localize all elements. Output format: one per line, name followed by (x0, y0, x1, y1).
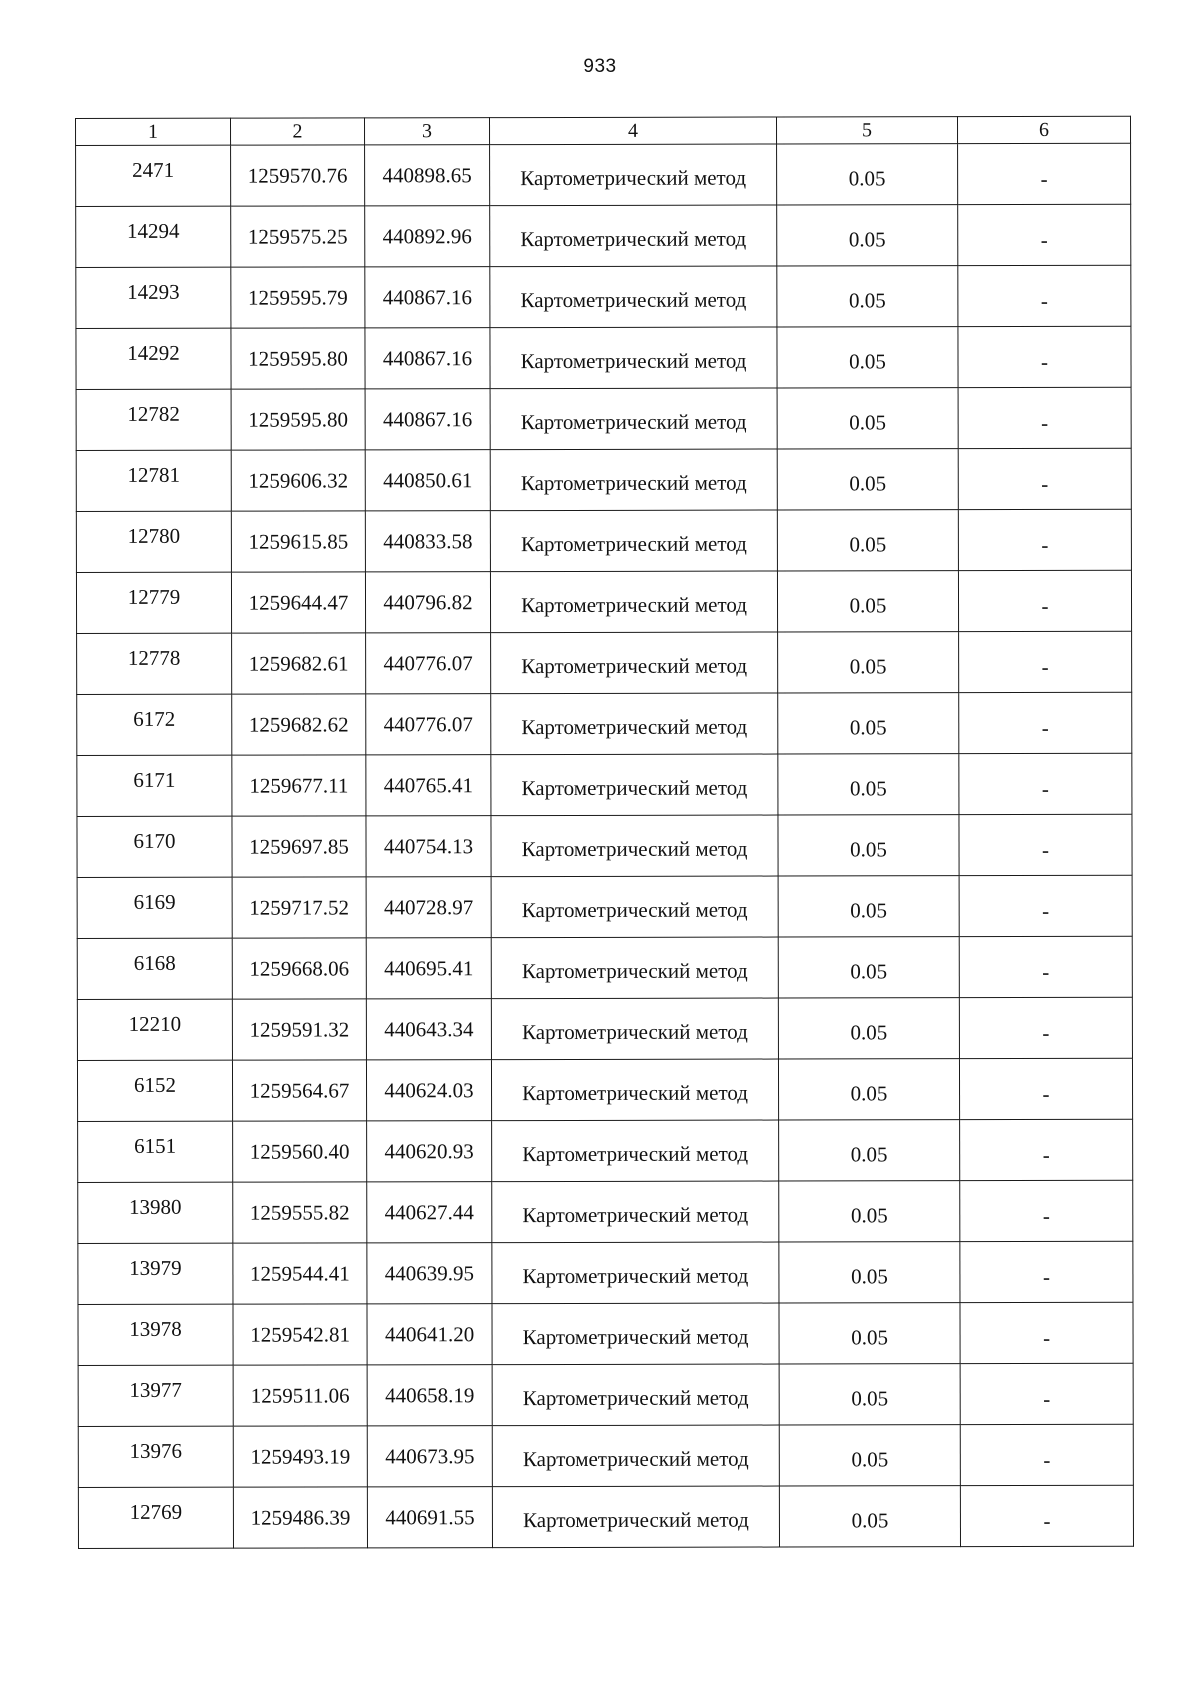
header-row (76, 116, 1131, 145)
x-coordinate-cell: 1259595.80 (231, 389, 365, 450)
accuracy-cell: 0.05 (778, 937, 959, 998)
x-coordinate-cell: 1259697.85 (232, 816, 366, 877)
note-cell: - (959, 814, 1132, 875)
x-coordinate-cell: 1259564.67 (232, 1060, 366, 1121)
table-row (76, 326, 1131, 389)
column-header-5: 5 (776, 117, 957, 144)
accuracy-cell: 0.05 (778, 998, 959, 1059)
table-header (76, 116, 1131, 145)
table-row (78, 1119, 1133, 1182)
table-row (78, 1241, 1133, 1304)
y-coordinate-cell: 440892.96 (365, 206, 490, 267)
accuracy-cell: 0.05 (779, 1425, 960, 1486)
method-cell: Картометрический метод (491, 1059, 778, 1121)
table-row (76, 509, 1131, 572)
point-number-cell: 6151 (78, 1121, 233, 1182)
table-row (76, 387, 1131, 450)
note-cell: - (960, 1363, 1133, 1424)
table-row (78, 1363, 1133, 1426)
accuracy-cell: 0.05 (778, 754, 959, 815)
accuracy-cell: 0.05 (777, 449, 958, 510)
y-coordinate-cell: 440728.97 (366, 877, 491, 938)
method-cell: Картометрический метод (491, 998, 778, 1060)
column-header-1: 1 (76, 118, 231, 145)
page-number: 933 (583, 56, 617, 77)
accuracy-cell: 0.05 (777, 205, 958, 266)
x-coordinate-cell: 1259595.80 (231, 328, 365, 389)
note-cell: - (959, 875, 1132, 936)
y-coordinate-cell: 440898.65 (365, 145, 490, 206)
method-cell: Картометрический метод (490, 388, 777, 450)
x-coordinate-cell: 1259542.81 (233, 1304, 367, 1365)
note-cell: - (958, 204, 1131, 265)
accuracy-cell: 0.05 (779, 1303, 960, 1364)
point-number-cell: 12779 (76, 572, 231, 633)
y-coordinate-cell: 440658.19 (367, 1365, 492, 1426)
x-coordinate-cell: 1259575.25 (231, 206, 365, 267)
point-number-cell: 6171 (77, 755, 232, 816)
y-coordinate-cell: 440695.41 (366, 938, 491, 999)
point-number-cell: 2471 (76, 145, 231, 206)
accuracy-cell: 0.05 (779, 1364, 960, 1425)
method-cell: Картометрический метод (492, 1242, 779, 1304)
accuracy-cell: 0.05 (779, 1120, 960, 1181)
table-row (77, 814, 1132, 877)
y-coordinate-cell: 440850.61 (365, 450, 490, 511)
note-cell: - (958, 387, 1131, 448)
x-coordinate-cell: 1259606.32 (231, 450, 365, 511)
point-number-cell: 6168 (77, 938, 232, 999)
note-cell: - (960, 1424, 1133, 1485)
note-cell: - (958, 448, 1131, 509)
y-coordinate-cell: 440643.34 (366, 999, 491, 1060)
method-cell: Картометрический метод (490, 327, 777, 389)
point-number-cell: 12778 (77, 633, 232, 694)
point-number-cell: 12781 (76, 450, 231, 511)
table-row (76, 204, 1131, 267)
point-number-cell: 12210 (77, 999, 232, 1060)
point-number-cell: 12780 (76, 511, 231, 572)
table-row (78, 1485, 1133, 1548)
accuracy-cell: 0.05 (778, 693, 959, 754)
accuracy-cell: 0.05 (777, 266, 958, 327)
x-coordinate-cell: 1259570.76 (231, 145, 365, 206)
method-cell: Картометрический метод (492, 1486, 779, 1548)
note-cell: - (959, 1058, 1132, 1119)
table-row (77, 936, 1132, 999)
method-cell: Картометрический метод (492, 1425, 779, 1487)
y-coordinate-cell: 440639.95 (367, 1243, 492, 1304)
table-row (76, 143, 1131, 206)
note-cell: - (958, 326, 1131, 387)
point-number-cell: 13976 (78, 1426, 233, 1487)
x-coordinate-cell: 1259591.32 (232, 999, 366, 1060)
table-row (77, 631, 1132, 694)
point-number-cell: 13980 (78, 1182, 233, 1243)
y-coordinate-cell: 440867.16 (365, 328, 490, 389)
accuracy-cell: 0.05 (777, 144, 958, 205)
note-cell: - (960, 1180, 1133, 1241)
column-header-2: 2 (231, 118, 365, 145)
note-cell: - (958, 570, 1131, 631)
point-number-cell: 6169 (77, 877, 232, 938)
column-header-6: 6 (957, 116, 1130, 143)
method-cell: Картометрический метод (491, 693, 778, 755)
accuracy-cell: 0.05 (779, 1181, 960, 1242)
point-number-cell: 13977 (78, 1365, 233, 1426)
x-coordinate-cell: 1259644.47 (231, 572, 365, 633)
method-cell: Картометрический метод (491, 632, 778, 694)
y-coordinate-cell: 440776.07 (366, 633, 491, 694)
x-coordinate-cell: 1259682.61 (232, 633, 366, 694)
table-row (76, 265, 1131, 328)
y-coordinate-cell: 440867.16 (365, 267, 490, 328)
accuracy-cell: 0.05 (778, 1059, 959, 1120)
accuracy-cell: 0.05 (778, 815, 959, 876)
point-number-cell: 6172 (77, 694, 232, 755)
table-row (76, 448, 1131, 511)
note-cell: - (959, 936, 1132, 997)
method-cell: Картометрический метод (490, 571, 777, 633)
x-coordinate-cell: 1259615.85 (231, 511, 365, 572)
table-row (78, 1424, 1133, 1487)
accuracy-cell: 0.05 (778, 876, 959, 937)
x-coordinate-cell: 1259511.06 (233, 1365, 367, 1426)
method-cell: Картометрический метод (492, 1120, 779, 1182)
x-coordinate-cell: 1259493.19 (233, 1426, 367, 1487)
note-cell: - (960, 1241, 1133, 1302)
accuracy-cell: 0.05 (778, 632, 959, 693)
y-coordinate-cell: 440627.44 (367, 1182, 492, 1243)
note-cell: - (960, 1485, 1133, 1546)
y-coordinate-cell: 440796.82 (365, 572, 490, 633)
accuracy-cell: 0.05 (777, 327, 958, 388)
note-cell: - (958, 265, 1131, 326)
point-number-cell: 14294 (76, 206, 231, 267)
method-cell: Картометрический метод (490, 205, 777, 267)
note-cell: - (960, 1119, 1133, 1180)
method-cell: Картометрический метод (492, 1181, 779, 1243)
table-row (78, 1180, 1133, 1243)
method-cell: Картометрический метод (491, 937, 778, 999)
y-coordinate-cell: 440641.20 (367, 1304, 492, 1365)
table-row (77, 875, 1132, 938)
y-coordinate-cell: 440754.13 (366, 816, 491, 877)
method-cell: Картометрический метод (491, 754, 778, 816)
accuracy-cell: 0.05 (777, 571, 958, 632)
y-coordinate-cell: 440867.16 (365, 389, 490, 450)
note-cell: - (959, 753, 1132, 814)
method-cell: Картометрический метод (490, 266, 777, 328)
table-row (78, 1302, 1133, 1365)
point-number-cell: 6152 (77, 1060, 232, 1121)
column-header-4: 4 (490, 117, 777, 145)
accuracy-cell: 0.05 (777, 510, 958, 571)
x-coordinate-cell: 1259595.79 (231, 267, 365, 328)
y-coordinate-cell: 440833.58 (365, 511, 490, 572)
table-body (76, 143, 1134, 1548)
y-coordinate-cell: 440691.55 (367, 1487, 492, 1548)
method-cell: Картометрический метод (492, 1364, 779, 1426)
note-cell: - (959, 997, 1132, 1058)
note-cell: - (958, 509, 1131, 570)
method-cell: Картометрический метод (490, 144, 777, 206)
method-cell: Картометрический метод (490, 449, 777, 511)
x-coordinate-cell: 1259555.82 (233, 1182, 367, 1243)
point-number-cell: 14293 (76, 267, 231, 328)
point-number-cell: 12782 (76, 389, 231, 450)
accuracy-cell: 0.05 (777, 388, 958, 449)
x-coordinate-cell: 1259486.39 (233, 1487, 367, 1548)
table-row (76, 570, 1131, 633)
table-row (77, 1058, 1132, 1121)
x-coordinate-cell: 1259544.41 (233, 1243, 367, 1304)
point-number-cell: 13978 (78, 1304, 233, 1365)
coordinates-table (75, 116, 1134, 1549)
note-cell: - (959, 631, 1132, 692)
point-number-cell: 12769 (78, 1487, 233, 1548)
coordinates-table-wrapper (75, 116, 1133, 1549)
note-cell: - (960, 1302, 1133, 1363)
point-number-cell: 14292 (76, 328, 231, 389)
table-row (77, 692, 1132, 755)
note-cell: - (958, 143, 1131, 204)
column-header-3: 3 (365, 118, 490, 145)
method-cell: Картометрический метод (491, 876, 778, 938)
x-coordinate-cell: 1259677.11 (232, 755, 366, 816)
point-number-cell: 13979 (78, 1243, 233, 1304)
x-coordinate-cell: 1259717.52 (232, 877, 366, 938)
y-coordinate-cell: 440673.95 (367, 1426, 492, 1487)
y-coordinate-cell: 440620.93 (367, 1121, 492, 1182)
method-cell: Картометрический метод (492, 1303, 779, 1365)
point-number-cell: 6170 (77, 816, 232, 877)
note-cell: - (959, 692, 1132, 753)
table-row (77, 997, 1132, 1060)
x-coordinate-cell: 1259682.62 (232, 694, 366, 755)
y-coordinate-cell: 440624.03 (366, 1060, 491, 1121)
method-cell: Картометрический метод (491, 815, 778, 877)
x-coordinate-cell: 1259560.40 (233, 1121, 367, 1182)
y-coordinate-cell: 440765.41 (366, 755, 491, 816)
x-coordinate-cell: 1259668.06 (232, 938, 366, 999)
method-cell: Картометрический метод (490, 510, 777, 572)
y-coordinate-cell: 440776.07 (366, 694, 491, 755)
table-row (77, 753, 1132, 816)
accuracy-cell: 0.05 (779, 1242, 960, 1303)
accuracy-cell: 0.05 (779, 1486, 960, 1547)
